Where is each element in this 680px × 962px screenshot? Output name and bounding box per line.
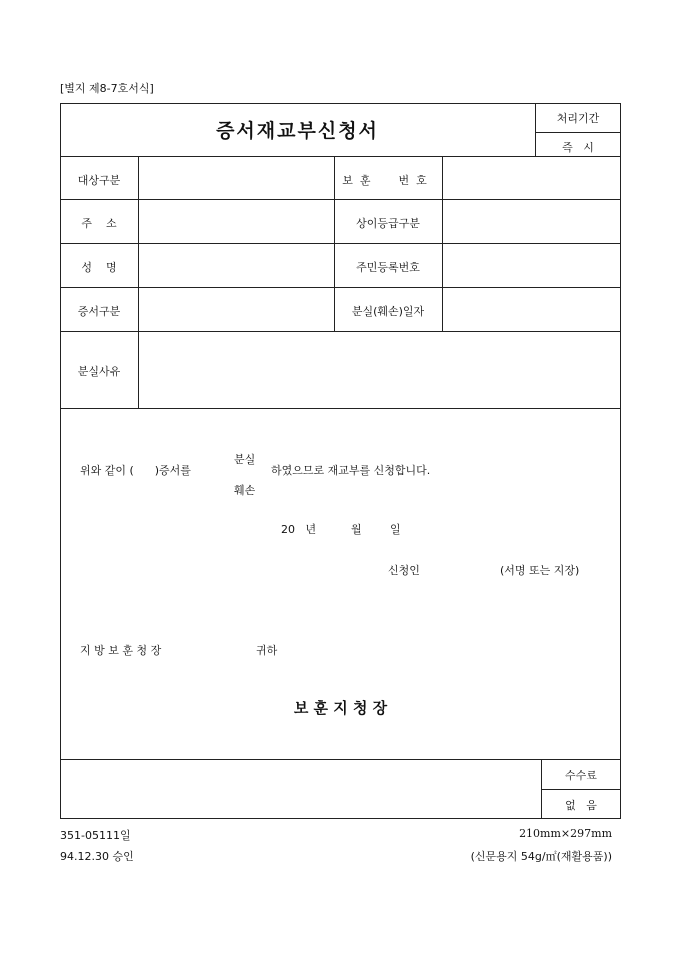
processing-label: 처리기간 (556, 112, 600, 125)
label-veteran-number: 보훈 번호 (342, 174, 434, 187)
target-type-field[interactable] (139, 157, 334, 199)
addressee: 지 방 보 훈 청 장 (80, 644, 162, 657)
honorific: 귀하 (256, 644, 278, 657)
label-loss-date: 분실(훼손)일자 (351, 305, 425, 318)
label-target-type: 대상구분 (77, 174, 121, 187)
name-field[interactable] (139, 244, 334, 287)
certificate-type-field[interactable] (139, 288, 334, 331)
form-code: 351-05111일 (60, 829, 131, 842)
statement-suffix: 하였으므로 재교부를 신청합니다. (271, 464, 431, 477)
option-damaged: 훼손 (234, 484, 256, 497)
label-address: 주 소 (81, 217, 117, 230)
paper-spec: (신문용지 54g/㎡(재활용품)) (470, 850, 612, 863)
form-title: 증서재교부신청서 (216, 120, 379, 142)
row-divider (60, 759, 621, 760)
signature-note: (서명 또는 지장) (500, 564, 580, 577)
label-disability-grade: 상이등급구분 (356, 217, 420, 230)
paper-size: 210mm×297mm (519, 827, 612, 840)
statement-prefix: 위와 같이 ( )증서를 (80, 464, 191, 477)
disability-grade-field[interactable] (443, 200, 620, 243)
processing-value: 즉 시 (562, 141, 594, 154)
label-name: 성 명 (81, 261, 117, 274)
row-divider (541, 789, 621, 790)
label-certificate-type: 증서구분 (77, 305, 121, 318)
loss-date-field[interactable] (443, 288, 620, 331)
option-lost: 분실 (234, 453, 256, 466)
label-loss-reason: 분실사유 (77, 365, 121, 378)
fee-value: 없 음 (565, 799, 597, 812)
address-field[interactable] (139, 200, 334, 243)
date-day: 일 (390, 523, 401, 536)
label-resident-number: 주민등록번호 (356, 261, 420, 274)
veteran-number-field[interactable] (443, 157, 620, 199)
divider (535, 132, 621, 133)
loss-reason-field[interactable] (139, 332, 620, 408)
row-divider (60, 408, 621, 409)
authority-title: 보 훈 지 청 장 (293, 699, 388, 717)
approval-date: 94.12.30 승인 (60, 850, 134, 863)
form-number: [별지 제8-7호서식] (60, 82, 154, 95)
applicant-label: 신청인 (388, 564, 420, 577)
date-year: 20 년 (281, 523, 317, 536)
fee-label: 수수료 (565, 769, 597, 782)
resident-number-field[interactable] (443, 244, 620, 287)
date-month: 월 (351, 523, 362, 536)
